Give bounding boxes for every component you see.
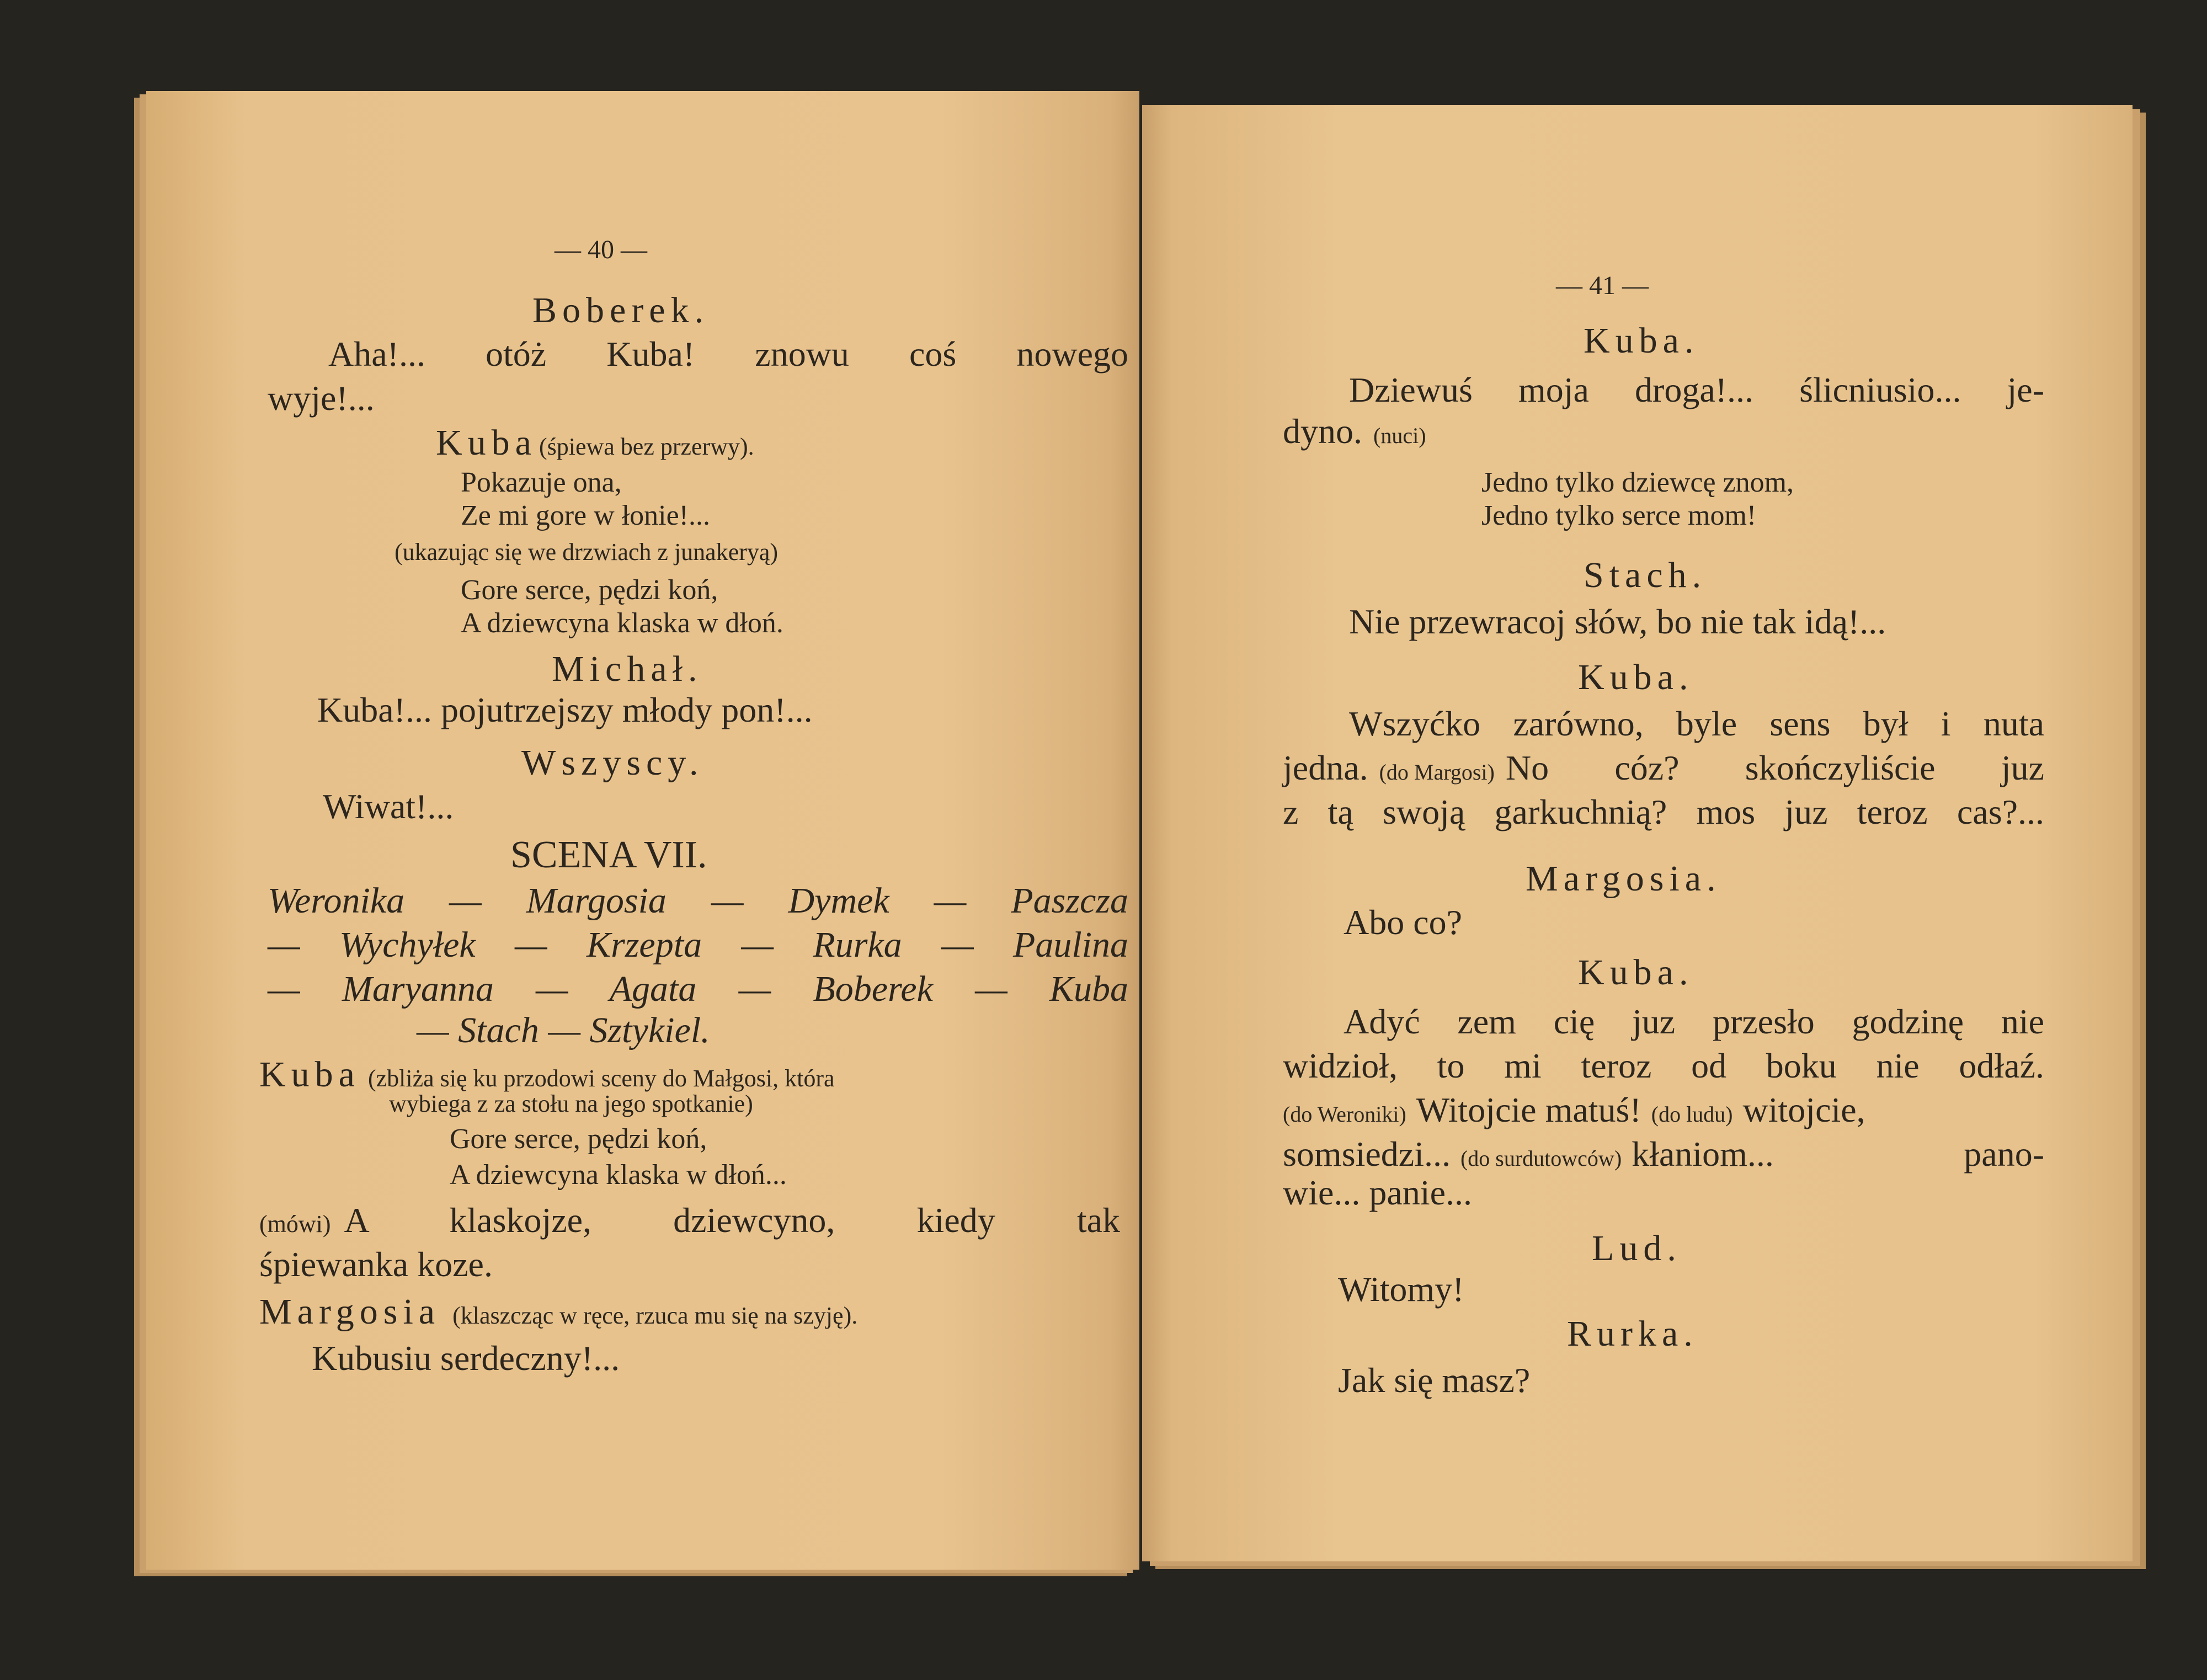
speaker-name: Stach.	[1584, 555, 1707, 595]
dialogue-line: Abo co?	[1344, 903, 1463, 942]
dialogue-line: Dziewuś moja droga!... ślicniusio... je-	[1349, 370, 2044, 409]
stage-direction: (ukazując się we drzwiach z junakeryą)	[395, 538, 779, 566]
speaker-name: Kuba	[436, 423, 537, 463]
cast-list-line: — Stach — Sztykiel.	[417, 1010, 710, 1050]
right-page	[1142, 105, 2133, 1561]
left-page	[146, 91, 1139, 1570]
stage-direction: (zbliża się ku przodowi sceny do Małgosi, która	[367, 1065, 835, 1092]
dialogue-line: wyje!...	[268, 378, 375, 418]
stage-direction: (klaszcząc w ręce, rzuca mu się na szyję).	[452, 1302, 858, 1329]
dialogue-line: wie... panie...	[1283, 1173, 1472, 1212]
page-number: — 41 —	[1556, 271, 1649, 300]
speaker-name: Margosia	[259, 1292, 441, 1332]
stage-direction: wybiega z za stołu na jego spotkanie)	[389, 1090, 753, 1117]
dialogue-line: widzioł, to mi teroz od boku nie odłaź.	[1283, 1046, 2044, 1085]
song-line: A dziewcyna klaska w dłoń...	[450, 1159, 787, 1191]
dialogue-row	[259, 1200, 1120, 1241]
song-line: Ze mi gore w łonie!...	[461, 500, 710, 531]
speaker-name: Kuba.	[1578, 952, 1694, 993]
dialogue-line: Witojcie matuś!	[1416, 1090, 1641, 1129]
dialogue-row	[1283, 1090, 2044, 1130]
cast-list-line: — Maryanna — Agata — Boberek — Kuba	[268, 969, 1128, 1009]
dialogue-line: Wszyćko zarówno, byle sens był i nuta	[1349, 704, 2044, 743]
song-line: Pokazuje ona,	[461, 467, 622, 498]
dialogue-line: z tą swoją garkuchnią? mos juz teroz cas?...	[1283, 792, 2044, 831]
dialogue-line: No cóz? skończyliście juz	[1505, 748, 2044, 787]
speaker-name: Wszyscy.	[521, 743, 704, 783]
speaker-line	[436, 422, 754, 464]
song-line: Jedno tylko dziewcę znom,	[1481, 467, 1794, 498]
dialogue-line: jedna.	[1283, 748, 1368, 787]
speaker-line	[259, 1291, 857, 1333]
stage-direction: (do Weroniki)	[1283, 1102, 1406, 1127]
stage-direction: (nuci)	[1373, 423, 1426, 448]
stage-direction: (do Margosi)	[1379, 760, 1495, 785]
dialogue-line: somsiedzi...	[1283, 1134, 1451, 1174]
song-line: Gore serce, pędzi koń,	[461, 574, 718, 606]
dialogue-line: A klaskojze, dziewcyno, kiedy tak	[344, 1201, 1120, 1240]
scene-heading: SCENA VII.	[510, 834, 707, 876]
speaker-name: Kuba	[259, 1054, 360, 1095]
dialogue-line: Witomy!	[1338, 1270, 1464, 1309]
dialogue-line: Wiwat!...	[323, 787, 454, 826]
speaker-name: Kuba.	[1584, 321, 1699, 361]
speaker-name: Kuba.	[1578, 657, 1694, 697]
dialogue-line: Aha!... otóż Kuba! znowu coś nowego	[328, 334, 1128, 374]
dialogue-line: witojcie,	[1742, 1090, 1865, 1129]
dialogue-line: Kubusiu serdeczny!...	[312, 1338, 620, 1378]
speaker-name: Boberek.	[532, 290, 710, 330]
dialogue-row	[1283, 1134, 2044, 1175]
speaker-name: Rurka.	[1567, 1314, 1698, 1354]
speaker-name: Margosia.	[1526, 858, 1721, 899]
stage-direction: (do ludu)	[1651, 1102, 1733, 1127]
speaker-name: Michał.	[552, 649, 703, 689]
speaker-name: Lud.	[1592, 1228, 1682, 1268]
cast-list-line: — Wychyłek — Krzepta — Rurka — Paulina	[268, 925, 1128, 965]
dialogue-line: Kuba!... pojutrzejszy młody pon!...	[317, 690, 813, 729]
dialogue-row	[1283, 748, 2044, 788]
stage-direction: (do surdutowców)	[1460, 1146, 1622, 1171]
dialogue-line: Nie przewracoj słów, bo nie tak idą!...	[1349, 602, 1886, 641]
dialogue-row	[1283, 411, 1426, 452]
dialogue-line: śpiewanka koze.	[259, 1245, 493, 1284]
page-number: — 40 —	[555, 235, 647, 264]
dialogue-line: Jak się masz?	[1338, 1361, 1531, 1400]
stage-direction: (śpiewa bez przerwy).	[539, 433, 754, 460]
dialogue-line: Adyć zem cię juz przesło godzinę nie	[1344, 1002, 2044, 1041]
dialogue-line: kłaniom... pano-	[1632, 1134, 2044, 1174]
song-line: A dziewcyna klaska w dłoń.	[461, 607, 783, 639]
dialogue-line: dyno.	[1283, 412, 1362, 451]
cast-list-line: Weronika — Margosia — Dymek — Paszcza	[268, 881, 1128, 921]
song-line: Jedno tylko serce mom!	[1481, 500, 1757, 531]
song-line: Gore serce, pędzi koń,	[450, 1123, 707, 1155]
stage-direction: (mówi)	[259, 1210, 331, 1238]
